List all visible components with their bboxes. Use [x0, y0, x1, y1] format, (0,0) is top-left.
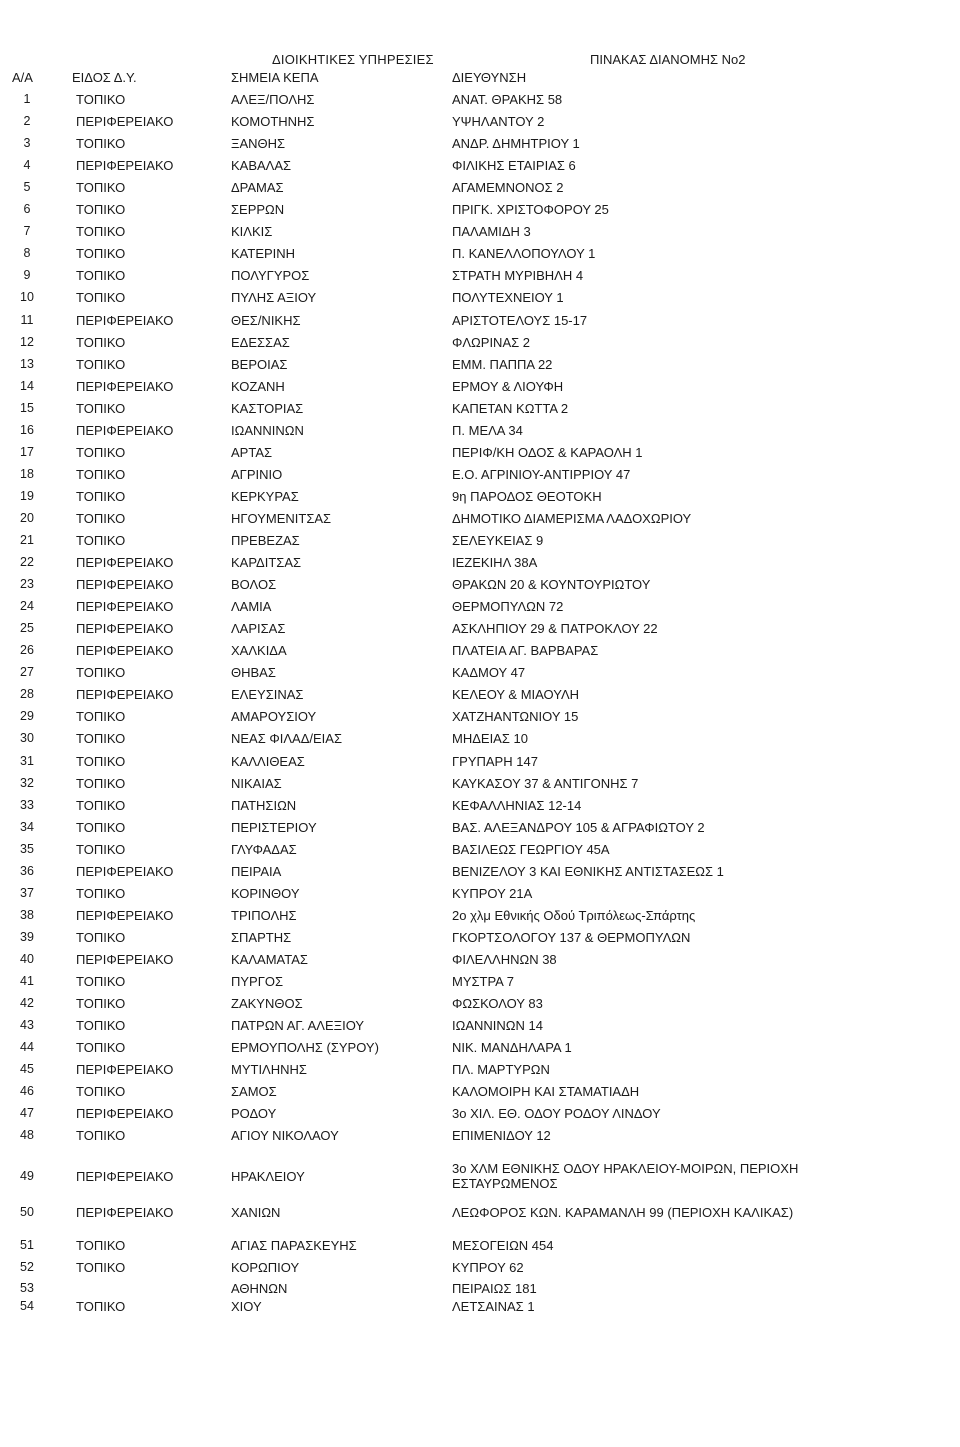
- row-number: 41: [20, 974, 34, 988]
- row-address: ΛΕΩΦΟΡΟΣ ΚΩΝ. ΚΑΡΑΜΑΝΛΗ 99 (ΠΕΡΙΟΧΗ ΚΑΛΙΚΑΣ): [452, 1205, 794, 1221]
- row-kepa: ΤΡΙΠΟΛΗΣ: [231, 907, 297, 923]
- row-address: ΒΕΝΙΖΕΛΟΥ 3 ΚΑΙ ΕΘΝΙΚΗΣ ΑΝΤΙΣΤΑΣΕΩΣ 1: [452, 863, 724, 879]
- row-type: ΠΕΡΙΦΕΡΕΙΑΚΟ: [76, 312, 174, 328]
- row-type: ΤΟΠΙΚΟ: [76, 444, 126, 460]
- row-number: 37: [20, 885, 34, 900]
- row-kepa: ΠΥΡΓΟΣ: [231, 974, 284, 989]
- row-kepa: ΗΓΟΥΜΕΝΙΤΣΑΣ: [231, 510, 332, 526]
- row-number: 17: [20, 444, 34, 459]
- row-kepa: ΠΡΕΒΕΖΑΣ: [231, 533, 300, 548]
- row-number: 3: [23, 136, 31, 151]
- row-type: ΤΟΠΙΚΟ: [76, 268, 126, 284]
- row-address: 3ο ΧΛΜ ΕΘΝΙΚΗΣ ΟΔΟΥ ΗΡΑΚΛΕΙΟΥ-ΜΟΙΡΩΝ, ΠΕΡΙΟΧΗ ΕΣΤΑΥΡΩΜΕΝΟΣ: [452, 1161, 799, 1192]
- row-kepa: ΔΡΑΜΑΣ: [231, 180, 284, 196]
- row-kepa: ΕΛΕΥΣΙΝΑΣ: [231, 687, 304, 703]
- row-type: ΤΟΠΙΚΟ: [76, 1018, 126, 1034]
- row-number: 54: [20, 1299, 34, 1314]
- row-address: ΚΑΥΚΑΣΟΥ 37 & ΑΝΤΙΓΟΝΗΣ 7: [452, 775, 639, 791]
- row-type: ΤΟΠΙΚΟ: [76, 665, 126, 681]
- row-kepa: ΚΑΣΤΟΡΙΑΣ: [231, 400, 304, 416]
- row-type: ΤΟΠΙΚΟ: [76, 753, 126, 769]
- row-number: 53: [20, 1281, 34, 1296]
- row-address: ΕΠΙΜΕΝΙΔΟΥ 12: [452, 1128, 551, 1144]
- row-kepa: ΧΑΛΚΙΔΑ: [231, 643, 287, 659]
- row-number: 50: [20, 1205, 34, 1220]
- row-type: ΤΟΠΙΚΟ: [76, 819, 126, 835]
- table-row: [0, 1238, 960, 1256]
- row-type: ΠΕΡΙΦΕΡΕΙΑΚΟ: [76, 863, 174, 879]
- row-kepa: ΛΑΜΙΑ: [231, 599, 272, 615]
- row-address: ΦΛΩΡΙΝΑΣ 2: [452, 334, 530, 350]
- row-kepa: ΜΥΤΙΛΗΝΗΣ: [231, 1062, 307, 1078]
- row-kepa: ΠΑΤΡΩΝ ΑΓ. ΑΛΕΞΙΟΥ: [231, 1018, 365, 1034]
- table-row: [0, 1106, 960, 1124]
- table-row: [0, 246, 960, 264]
- column-header-aa: Α/Α: [12, 70, 33, 85]
- row-type: ΠΕΡΙΦΕΡΕΙΑΚΟ: [76, 907, 174, 923]
- row-kepa: ΡΟΔΟΥ: [231, 1106, 277, 1122]
- row-address: ΘΕΡΜΟΠΥΛΩΝ 72: [452, 599, 564, 615]
- row-type: ΠΕΡΙΦΕΡΕΙΑΚΟ: [76, 378, 174, 394]
- row-kepa: ΚΑΒΑΛΑΣ: [231, 158, 292, 174]
- row-kepa: ΝΕΑΣ ΦΙΛΑΔ/ΕΙΑΣ: [231, 731, 343, 747]
- row-address: ΜΥΣΤΡΑ 7: [452, 974, 514, 989]
- table-row: [0, 1205, 960, 1223]
- row-kepa: ΕΡΜΟΥΠΟΛΗΣ (ΣΥΡΟΥ): [231, 1040, 379, 1056]
- table-row: [0, 423, 960, 441]
- table-row: [0, 1260, 960, 1278]
- row-kepa: ΘΗΒΑΣ: [231, 665, 276, 681]
- table-row: [0, 1128, 960, 1146]
- row-type: ΤΟΠΙΚΟ: [76, 334, 126, 350]
- row-type: ΤΟΠΙΚΟ: [76, 775, 126, 791]
- table-row: [0, 996, 960, 1014]
- row-type: ΤΟΠΙΚΟ: [76, 996, 126, 1012]
- row-type: ΤΟΠΙΚΟ: [76, 180, 126, 196]
- column-header-address: ΔΙΕΥΘΥΝΣΗ: [452, 70, 527, 85]
- table-row: [0, 202, 960, 220]
- row-kepa: ΑΓΙΟΥ ΝΙΚΟΛΑΟΥ: [231, 1128, 339, 1144]
- table-row: [0, 445, 960, 463]
- row-number: 18: [20, 466, 34, 481]
- row-number: 40: [20, 951, 34, 966]
- table-row: [0, 533, 960, 551]
- table-row: [0, 798, 960, 816]
- row-kepa: ΣΕΡΡΩΝ: [231, 202, 285, 218]
- table-row: [0, 401, 960, 419]
- row-kepa: ΓΛΥΦΑΔΑΣ: [231, 841, 297, 857]
- row-type: ΠΕΡΙΦΕΡΕΙΑΚΟ: [76, 555, 174, 571]
- row-type: ΤΟΠΙΚΟ: [76, 510, 126, 526]
- table-row: [0, 864, 960, 882]
- row-address: ΒΑΣΙΛΕΩΣ ΓΕΩΡΓΙΟΥ 45Α: [452, 841, 610, 857]
- row-address: Π. ΜΕΛΑ 34: [452, 422, 523, 438]
- row-address: ΚΑΔΜΟΥ 47: [452, 665, 526, 681]
- row-kepa: ΠΕΙΡΑΙΑ: [231, 863, 282, 879]
- row-kepa: ΚΟΡΩΠΙΟΥ: [231, 1260, 300, 1276]
- row-address: ΑΡΙΣΤΟΤΕΛΟΥΣ 15-17: [452, 312, 588, 328]
- row-address: ΣΕΛΕΥΚΕΙΑΣ 9: [452, 533, 544, 548]
- row-kepa: ΚΙΛΚΙΣ: [231, 224, 273, 240]
- row-kepa: ΑΛΕΞ/ΠΟΛΗΣ: [231, 92, 315, 107]
- row-address: ΑΣΚΛΗΠΙΟΥ 29 & ΠΑΤΡΟΚΛΟΥ 22: [452, 621, 658, 637]
- table-row: [0, 599, 960, 617]
- row-type: ΠΕΡΙΦΕΡΕΙΑΚΟ: [76, 114, 174, 130]
- table-row: [0, 577, 960, 595]
- row-number: 32: [20, 775, 34, 790]
- row-kepa: ΖΑΚΥΝΘΟΣ: [231, 996, 303, 1012]
- row-kepa: ΑΘΗΝΩΝ: [231, 1281, 288, 1297]
- row-number: 16: [20, 422, 34, 437]
- row-type: ΤΟΠΙΚΟ: [76, 533, 126, 548]
- table-row: [0, 1084, 960, 1102]
- row-type: ΤΟΠΙΚΟ: [76, 136, 126, 152]
- row-address: ΚΥΠΡΟΥ 21Α: [452, 885, 533, 901]
- row-kepa: ΚΑΛΛΙΘΕΑΣ: [231, 753, 305, 769]
- row-number: 35: [20, 841, 34, 856]
- row-kepa: ΚΑΡΔΙΤΣΑΣ: [231, 555, 302, 571]
- row-address: ΚΑΛΟΜΟΙΡΗ ΚΑΙ ΣΤΑΜΑΤΙΑΔΗ: [452, 1084, 640, 1100]
- row-number: 42: [20, 996, 34, 1011]
- row-kepa: ΑΜΑΡΟΥΣΙΟΥ: [231, 709, 317, 725]
- table-row: [0, 1281, 960, 1299]
- row-number: 28: [20, 687, 34, 702]
- row-kepa: ΧΙΟΥ: [231, 1299, 262, 1315]
- row-type: ΤΟΠΙΚΟ: [76, 1040, 126, 1056]
- row-address: ΦΙΛΙΚΗΣ ΕΤΑΙΡΙΑΣ 6: [452, 158, 576, 174]
- row-number: 25: [20, 621, 34, 636]
- table-row: [0, 180, 960, 198]
- row-number: 51: [20, 1238, 34, 1253]
- row-type: ΤΟΠΙΚΟ: [76, 731, 126, 747]
- row-type: ΤΟΠΙΚΟ: [76, 1260, 126, 1276]
- row-kepa: ΘΕΣ/ΝΙΚΗΣ: [231, 312, 301, 328]
- row-type: ΤΟΠΙΚΟ: [76, 1084, 126, 1100]
- row-type: ΤΟΠΙΚΟ: [76, 488, 126, 504]
- row-kepa: ΚΟΖΑΝΗ: [231, 378, 285, 394]
- row-number: 12: [20, 334, 34, 349]
- row-type: ΠΕΡΙΦΕΡΕΙΑΚΟ: [76, 621, 174, 637]
- row-number: 22: [20, 555, 34, 570]
- row-number: 1: [23, 92, 31, 106]
- row-address: ΥΨΗΛΑΝΤΟΥ 2: [452, 114, 545, 130]
- row-type: ΤΟΠΙΚΟ: [76, 1299, 126, 1315]
- row-type: ΤΟΠΙΚΟ: [76, 1128, 126, 1144]
- row-address: ΠΡΙΓΚ. ΧΡΙΣΤΟΦΟΡΟΥ 25: [452, 202, 609, 218]
- row-address: ΝΙΚ. ΜΑΝΔΗΛΑΡΑ 1: [452, 1040, 572, 1056]
- row-kepa: ΚΕΡΚΥΡΑΣ: [231, 488, 299, 504]
- row-number: 13: [20, 356, 34, 371]
- row-type: ΤΟΠΙΚΟ: [76, 709, 126, 725]
- row-address: ΓΚΟΡΤΣΟΛΟΓΟΥ 137 & ΘΕΡΜΟΠΥΛΩΝ: [452, 929, 691, 945]
- row-number: 43: [20, 1018, 34, 1033]
- row-address: ΠΕΙΡΑΙΩΣ 181: [452, 1281, 537, 1297]
- column-header-kepa: ΣΗΜΕΙΑ ΚΕΠΑ: [231, 70, 319, 85]
- table-row: [0, 952, 960, 970]
- row-address: ΔΗΜΟΤΙΚΟ ΔΙΑΜΕΡΙΣΜΑ ΛΑΔΟΧΩΡΙΟΥ: [452, 510, 692, 526]
- row-number: 19: [20, 488, 34, 503]
- row-address: ΙΕΖΕΚΙΗΛ 38Α: [452, 555, 538, 571]
- row-number: 20: [20, 510, 34, 525]
- table-row: [0, 1161, 960, 1192]
- row-kepa: ΙΩΑΝΝΙΝΩΝ: [231, 422, 304, 438]
- table-row: [0, 1040, 960, 1058]
- table-row: [0, 467, 960, 485]
- row-type: ΤΟΠΙΚΟ: [76, 92, 126, 107]
- row-address: ΕΡΜΟΥ & ΛΙΟΥΦΗ: [452, 378, 564, 394]
- row-number: 49: [20, 1169, 34, 1184]
- row-type: ΠΕΡΙΦΕΡΕΙΑΚΟ: [76, 1169, 174, 1185]
- row-type: ΠΕΡΙΦΕΡΕΙΑΚΟ: [76, 577, 174, 593]
- table-row: [0, 290, 960, 308]
- row-address: ΙΩΑΝΝΙΝΩΝ 14: [452, 1018, 543, 1034]
- row-type: ΤΟΠΙΚΟ: [76, 202, 126, 218]
- row-number: 11: [20, 312, 34, 327]
- row-address: ΚΑΠΕΤΑΝ ΚΩΤΤΑ 2: [452, 400, 569, 416]
- row-number: 2: [23, 114, 31, 129]
- row-type: ΤΟΠΙΚΟ: [76, 929, 126, 945]
- table-row: [0, 357, 960, 375]
- row-number: 38: [20, 907, 34, 922]
- row-address: ΚΕΦΑΛΛΗΝΙΑΣ 12-14: [452, 797, 582, 813]
- row-address: 2ο χλμ Εθνικής Οδού Τριπόλεως-Σπάρτης: [452, 907, 696, 923]
- row-type: ΠΕΡΙΦΕΡΕΙΑΚΟ: [76, 158, 174, 174]
- row-type: ΤΟΠΙΚΟ: [76, 290, 126, 306]
- row-type: ΠΕΡΙΦΕΡΕΙΑΚΟ: [76, 1106, 174, 1122]
- row-kepa: ΣΑΜΟΣ: [231, 1084, 277, 1100]
- row-number: 7: [23, 224, 31, 239]
- row-address: ΑΝΑΤ. ΘΡΑΚΗΣ 58: [452, 92, 563, 107]
- table-row: [0, 511, 960, 529]
- column-header-type: ΕΙΔΟΣ Δ.Υ.: [72, 70, 137, 85]
- table-row: [0, 731, 960, 749]
- row-kepa: ΑΓΡΙΝΙΟ: [231, 466, 283, 482]
- table-row: [0, 754, 960, 772]
- row-address: ΦΩΣΚΟΛΟΥ 83: [452, 996, 543, 1012]
- row-kepa: ΑΓΙΑΣ ΠΑΡΑΣΚΕΥΗΣ: [231, 1238, 357, 1254]
- row-number: 39: [20, 929, 34, 944]
- table-header: [0, 70, 960, 88]
- row-number: 48: [20, 1128, 34, 1143]
- row-number: 4: [23, 158, 31, 173]
- row-address: ΚΕΛΕΟΥ & ΜΙΑΟΥΛΗ: [452, 687, 580, 703]
- row-kepa: ΧΑΝΙΩΝ: [231, 1205, 281, 1221]
- row-number: 52: [20, 1260, 34, 1275]
- row-type: ΤΟΠΙΚΟ: [76, 1238, 126, 1254]
- row-address: ΠΛ. ΜΑΡΤΥΡΩΝ: [452, 1062, 550, 1078]
- row-kepa: ΛΑΡΙΣΑΣ: [231, 621, 286, 637]
- row-kepa: ΒΟΛΟΣ: [231, 577, 277, 593]
- row-type: ΤΟΠΙΚΟ: [76, 885, 126, 901]
- table-row: [0, 335, 960, 353]
- row-type: ΠΕΡΙΦΕΡΕΙΑΚΟ: [76, 1062, 174, 1078]
- table-row: [0, 643, 960, 661]
- row-address: 3ο ΧΙΛ. ΕΘ. ΟΔΟΥ ΡΟΔΟΥ ΛΙΝΔΟΥ: [452, 1106, 661, 1122]
- table-row: [0, 908, 960, 926]
- row-kepa: ΚΟΡΙΝΘΟΥ: [231, 885, 300, 901]
- row-type: ΠΕΡΙΦΕΡΕΙΑΚΟ: [76, 643, 174, 659]
- row-kepa: ΑΡΤΑΣ: [231, 444, 273, 460]
- row-number: 5: [23, 180, 31, 195]
- row-address: ΜΗΔΕΙΑΣ 10: [452, 731, 528, 747]
- row-address: Π. ΚΑΝΕΛΛΟΠΟΥΛΟΥ 1: [452, 246, 596, 262]
- row-number: 30: [20, 731, 34, 746]
- row-type: ΠΕΡΙΦΕΡΕΙΑΚΟ: [76, 951, 174, 967]
- row-number: 44: [20, 1040, 34, 1055]
- row-type: ΠΕΡΙΦΕΡΕΙΑΚΟ: [76, 599, 174, 615]
- row-address: ΕΜΜ. ΠΑΠΠΑ 22: [452, 356, 553, 372]
- row-address: ΓΡΥΠΑΡΗ 147: [452, 753, 538, 769]
- table-row: [0, 665, 960, 683]
- row-address: ΒΑΣ. ΑΛΕΞΑΝΔΡΟΥ 105 & ΑΓΡΑΦΙΩΤΟΥ 2: [452, 819, 705, 835]
- table-row: [0, 268, 960, 286]
- table-row: [0, 158, 960, 176]
- row-address: ΣΤΡΑΤΗ ΜΥΡΙΒΗΛΗ 4: [452, 268, 584, 284]
- table-row: [0, 379, 960, 397]
- table-row: [0, 489, 960, 507]
- row-kepa: ΞΑΝΘΗΣ: [231, 136, 286, 152]
- row-type: ΤΟΠΙΚΟ: [76, 246, 126, 262]
- row-type: ΠΕΡΙΦΕΡΕΙΑΚΟ: [76, 422, 174, 438]
- row-address: ΠΕΡΙΦ/ΚΗ ΟΔΟΣ & ΚΑΡΑΟΛΗ 1: [452, 444, 643, 460]
- table-reference: ΠΙΝΑΚΑΣ ΔΙΑΝΟΜΗΣ Νο2: [590, 52, 746, 67]
- row-kepa: ΚΑΛΑΜΑΤΑΣ: [231, 951, 308, 967]
- row-address: ΘΡΑΚΩΝ 20 & ΚΟΥΝΤΟΥΡΙΩΤΟΥ: [452, 577, 651, 593]
- row-address: Ε.Ο. ΑΓΡΙΝΙΟΥ-ΑΝΤΙΡΡΙΟΥ 47: [452, 466, 631, 482]
- table-row: [0, 92, 960, 110]
- row-kepa: ΒΕΡΟΙΑΣ: [231, 356, 288, 372]
- row-address: ΑΝΔΡ. ΔΗΜΗΤΡΙΟΥ 1: [452, 136, 580, 152]
- row-number: 47: [20, 1106, 34, 1121]
- table-row: [0, 1299, 960, 1317]
- table-row: [0, 555, 960, 573]
- row-kepa: ΠΟΛΥΓΥΡΟΣ: [231, 268, 310, 284]
- row-number: 36: [20, 863, 34, 878]
- row-kepa: ΣΠΑΡΤΗΣ: [231, 929, 292, 945]
- row-number: 8: [23, 246, 31, 261]
- table-row: [0, 136, 960, 154]
- row-kepa: ΠΥΛΗΣ ΑΞΙΟΥ: [231, 290, 317, 306]
- row-address: ΠΛΑΤΕΙΑ ΑΓ. ΒΑΡΒΑΡΑΣ: [452, 643, 599, 659]
- row-address: ΚΥΠΡΟΥ 62: [452, 1260, 524, 1276]
- row-number: 31: [20, 753, 34, 768]
- row-number: 23: [20, 577, 34, 592]
- table-row: [0, 1062, 960, 1080]
- row-number: 15: [20, 400, 34, 415]
- row-address: ΦΙΛΕΛΛΗΝΩΝ 38: [452, 951, 557, 967]
- table-row: [0, 820, 960, 838]
- row-number: 29: [20, 709, 34, 724]
- row-number: 33: [20, 797, 34, 812]
- row-kepa: ΝΙΚΑΙΑΣ: [231, 775, 282, 791]
- row-number: 10: [20, 290, 34, 305]
- table-row: [0, 709, 960, 727]
- row-address: ΛΕΤΣΑΙΝΑΣ 1: [452, 1299, 535, 1315]
- table-row: [0, 224, 960, 242]
- row-address: ΜΕΣΟΓΕΙΩΝ 454: [452, 1238, 554, 1254]
- row-type: ΤΟΠΙΚΟ: [76, 797, 126, 813]
- row-number: 21: [20, 533, 34, 547]
- row-kepa: ΠΑΤΗΣΙΩΝ: [231, 797, 297, 813]
- row-type: ΤΟΠΙΚΟ: [76, 224, 126, 240]
- row-address: ΠΟΛΥΤΕΧΝΕΙΟΥ 1: [452, 290, 564, 306]
- row-kepa: ΚΟΜΟΤΗΝΗΣ: [231, 114, 315, 130]
- table-row: [0, 687, 960, 705]
- row-number: 26: [20, 643, 34, 658]
- row-number: 6: [23, 202, 31, 217]
- row-kepa: ΠΕΡΙΣΤΕΡΙΟΥ: [231, 819, 317, 835]
- row-address: ΑΓΑΜΕΜΝΟΝΟΣ 2: [452, 180, 564, 196]
- row-number: 24: [20, 599, 34, 614]
- table-row: [0, 114, 960, 132]
- document-title: ΔΙΟΙΚΗΤΙΚΕΣ ΥΠΗΡΕΣΙΕΣ: [272, 52, 434, 67]
- table-row: [0, 776, 960, 794]
- row-number: 27: [20, 665, 34, 680]
- row-number: 9: [23, 268, 31, 283]
- table-row: [0, 313, 960, 331]
- row-type: ΤΟΠΙΚΟ: [76, 356, 126, 372]
- row-kepa: ΚΑΤΕΡΙΝΗ: [231, 246, 296, 262]
- row-type: ΤΟΠΙΚΟ: [76, 974, 126, 989]
- row-address: ΠΑΛΑΜΙΔΗ 3: [452, 224, 531, 240]
- row-type: ΠΕΡΙΦΕΡΕΙΑΚΟ: [76, 687, 174, 703]
- row-address: 9η ΠΑΡΟΔΟΣ ΘΕΟΤΟΚΗ: [452, 488, 602, 504]
- row-type: ΠΕΡΙΦΕΡΕΙΑΚΟ: [76, 1205, 174, 1221]
- row-kepa: ΕΔΕΣΣΑΣ: [231, 334, 290, 350]
- row-kepa: ΗΡΑΚΛΕΙΟΥ: [231, 1169, 305, 1185]
- row-number: 46: [20, 1084, 34, 1099]
- row-type: ΤΟΠΙΚΟ: [76, 400, 126, 416]
- table-row: [0, 621, 960, 639]
- row-number: 34: [20, 819, 34, 834]
- row-number: 14: [20, 378, 34, 393]
- row-type: ΤΟΠΙΚΟ: [76, 841, 126, 857]
- row-number: 45: [20, 1062, 34, 1077]
- row-address: ΧΑΤΖΗΑΝΤΩΝΙΟΥ 15: [452, 709, 579, 725]
- table-row: [0, 842, 960, 860]
- table-row: [0, 974, 960, 992]
- table-row: [0, 1018, 960, 1036]
- table-row: [0, 886, 960, 904]
- table-row: [0, 930, 960, 948]
- row-type: ΤΟΠΙΚΟ: [76, 466, 126, 482]
